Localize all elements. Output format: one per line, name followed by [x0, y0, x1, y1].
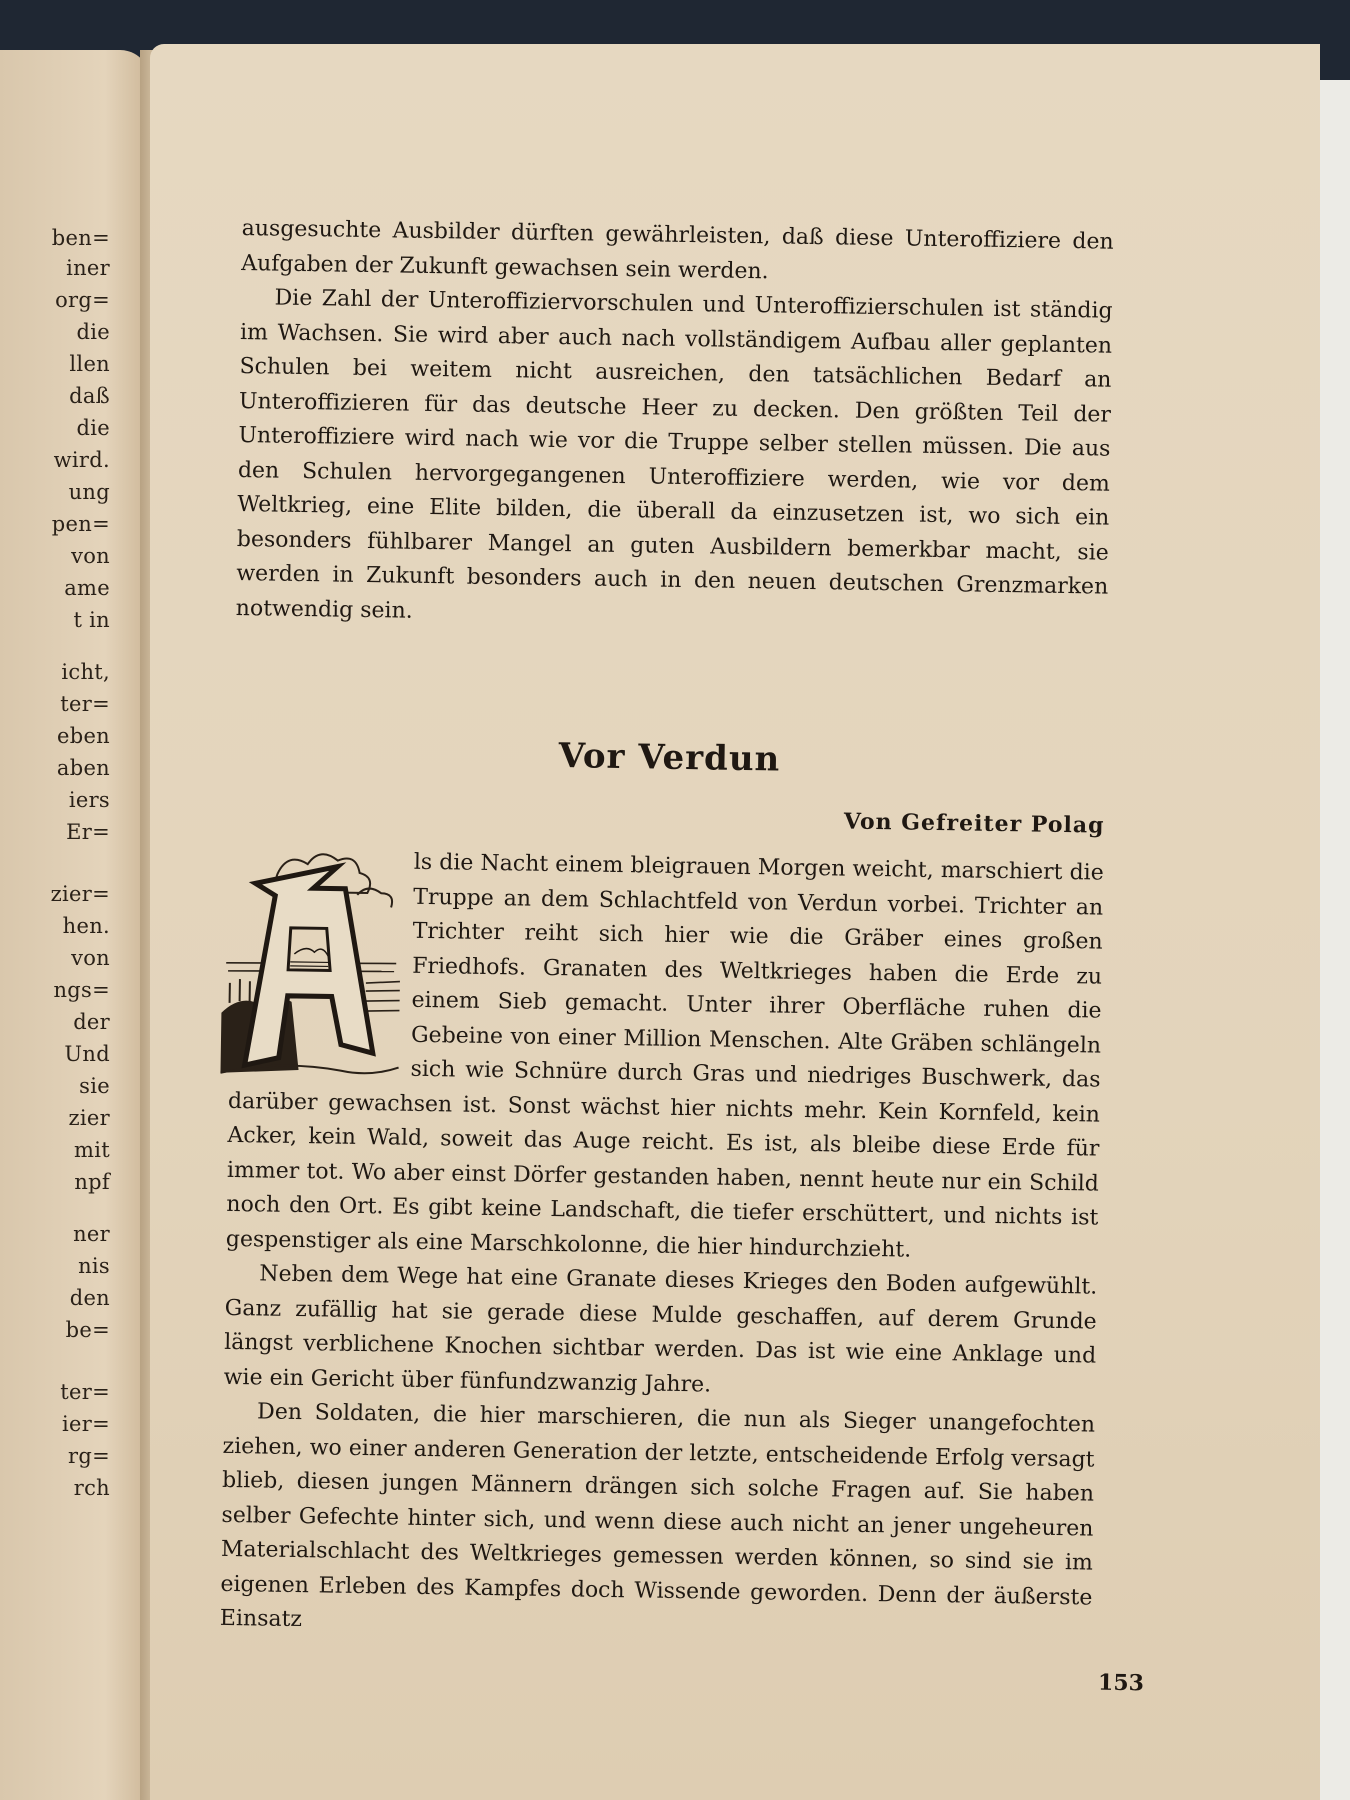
left-page-fragment: Er=: [66, 820, 110, 844]
author-byline: Von Gefreiter Polag: [843, 808, 1105, 839]
battlefield-illustration-icon: [214, 843, 406, 1078]
page-number: 153: [1097, 1669, 1145, 1697]
left-page-fragment: der: [73, 1010, 110, 1034]
left-page-fragment: von: [71, 946, 110, 970]
left-page-fragment: zier: [68, 1106, 110, 1130]
left-page: [0, 50, 150, 1800]
left-page-fragment: ner: [73, 1222, 110, 1246]
left-page-fragment: org=: [55, 288, 110, 312]
left-page-fragment: hen.: [62, 914, 110, 938]
left-page-fragment: von: [71, 544, 110, 568]
left-page-fragment: llen: [69, 352, 110, 376]
illustrated-dropcap: [214, 843, 406, 1078]
story-paragraph-2: Neben dem Wege hat eine Granate dieses Krieges den Boden aufgewühlt. Ganz zufällig hat sie gerade diese Mulde geschaffen, auf derem Grunde längst verblichene Knochen sichtbar werden. Das ist wie eine Anklage und wie ein Gericht über fünfundzwanzig Jahre.: [223, 1261, 1098, 1398]
left-page-fragment: die: [76, 320, 110, 344]
left-page-fragment: pen=: [51, 512, 110, 536]
left-page-fragment: den: [69, 1286, 110, 1310]
left-page-fragment: icht,: [61, 660, 110, 684]
left-page-fragment: wird.: [53, 448, 110, 472]
left-page-fragment: aben: [56, 756, 110, 780]
left-page-fragment: ben=: [51, 226, 110, 250]
intro-paragraph-1: ausgesuchte Ausbilder dürften gewährleisten, daß diese Unteroffiziere den Aufgaben der Zukunft gewachsen sein werden.: [241, 215, 1114, 284]
left-page-fragment: ter=: [60, 692, 110, 716]
left-page-fragment: ngs=: [53, 978, 110, 1002]
left-page-fragment: daß: [69, 384, 110, 408]
left-page-fragment: sie: [79, 1074, 110, 1098]
left-page-fragment: Und: [64, 1042, 110, 1066]
chapter-title: Vor Verdun: [558, 736, 781, 780]
story-paragraph-1: ls die Nacht einem bleigrauen Morgen weicht, marschiert die Truppe an dem Schlachtfeld von Verdun vorbei. Trichter an Trichter reiht sich hier wie die Gräber eines großen Friedhofs. Granaten des Weltkrieges haben die Erde zu einem Sieb gemacht. Unter ihrer Oberfläche ruhen die Gebeine von einer Million Menschen. Alte Gräben schlängeln sich wie Schnüre durch Gras und niedriges Buschwerk, das darüber gewachsen ist. Sonst wächst hier nichts mehr. Kein Kornfeld, kein Acker, kein Wald, soweit das Auge reicht. Es ist, als bleibe diese Erde für immer tot. Wo aber einst Dörfer gestanden haben, nennt heute nur ein Schild noch den Ort. Es gibt keine Landschaft, die tiefer erschüttert, und nichts ist gespenstiger als eine Marschkolonne, die hier hindurchzieht.: [225, 849, 1104, 1263]
left-page-fragment: be=: [65, 1318, 110, 1342]
intro-paragraph-2: Die Zahl der Unteroffiziervorschulen und Unteroffizierschulen ist ständig im Wachsen. Sie wird aber auch nach vollständigem Aufbau aller geplanten Schulen bei weitem nicht ausreichen, den tatsächlichen Bedarf an Unteroffizieren für das deutsche Heer zu decken. Den größten Teil der Unteroffiziere wird nach wie vor die Truppe selber stellen müssen. Die aus den Schulen hervorgegangenen Unteroffiziere werden, wie vor dem Weltkrieg, eine Elite bilden, die überall da einzusetzen ist, wo sich ein besonders fühlbarer Mangel an guten Ausbildern bemerkbar macht, sie werden in Zukunft besonders auch in den neuen deutschen Grenzmarken notwendig sein.: [235, 285, 1113, 624]
left-page-fragment: nis: [78, 1254, 110, 1278]
left-page-fragment: die: [76, 416, 110, 440]
right-page: [150, 44, 1320, 1800]
left-page-fragment: npf: [74, 1170, 110, 1194]
left-page-fragment: t in: [73, 608, 110, 632]
story-paragraph-3: Den Soldaten, die hier marschieren, die nun als Sieger unangefochten ziehen, wo einer anderen Generation der letzte, entscheidende Erfolg versagt blieb, diesen jungen Männern drängen sich solche Fragen auf. Sie haben selber Gefechte hinter sich, und wenn diese auch nicht an jener ungeheuren Materialschlacht des Weltkrieges gemessen werden können, so sind sie im eigenen Erleben des Kampfes doch Wissende geworden. Denn der äußerste Einsatz: [219, 1399, 1096, 1633]
left-page-fragment: iner: [66, 256, 110, 280]
left-page-fragment: ung: [68, 480, 110, 504]
left-page-fragment: ter=: [60, 1380, 110, 1404]
left-page-fragment: eben: [56, 724, 110, 748]
left-page-fragment: rch: [73, 1476, 110, 1500]
left-page-fragment: zier=: [50, 882, 110, 906]
page-content: [220, 212, 1114, 1650]
left-page-fragment: iers: [68, 788, 110, 812]
left-page-fragment: rg=: [68, 1444, 110, 1468]
left-page-fragment: mit: [74, 1138, 110, 1162]
left-page-fragment: ame: [64, 576, 110, 600]
left-page-fragment: ier=: [62, 1412, 110, 1436]
